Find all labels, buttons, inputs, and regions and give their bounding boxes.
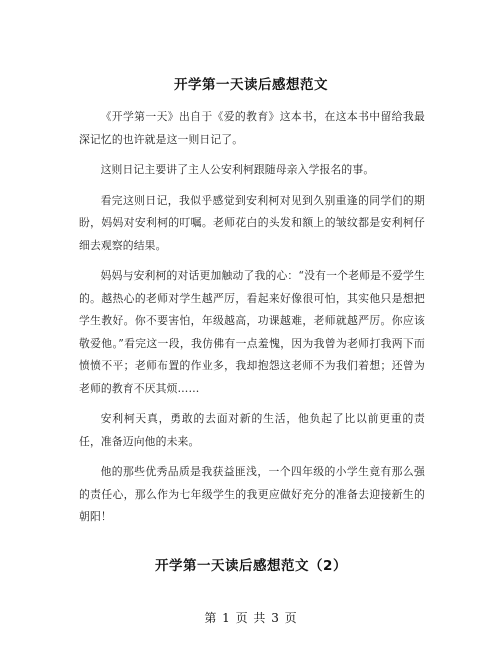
paragraph-2: 这则日记主要讲了主人公安利柯跟随母亲入学报名的事。 — [100, 163, 375, 176]
document-body — [79, 106, 425, 537]
paragraph-3: 看完这则日记，我似乎感觉到安利柯对见到久别重逢的同学们的期盼，妈妈对安利柯的叮嘱。老师花白的头发和额上的皱纹都是安利柯仔细去观察的结果。 — [79, 193, 425, 252]
paragraph-5: 安利柯天真，勇敢的去面对新的生活，他负起了比以前更重的责任，准备迈向他的未来。 — [79, 412, 425, 448]
paragraph-6: 他的那些优秀品质是我获益匪浅，一个四年级的小学生竟有那么强的责任心，那么作为七年级学生的我更应做好充分的准备去迎接新生的朝阳！ — [79, 465, 425, 523]
page-footer: 第 1 页 共 3 页 — [204, 611, 298, 625]
paragraph-4: 妈妈与安利柯的对话更加触动了我的心：“没有一个老师是不爱学生的。越热心的老师对学生越严厉，看起来好像很可怕，其实他只是想把学生教好。你不要害怕，年级越高，功课越难，老师就越严厉。你应该敬爱他。”看完这一段，我仿佛有一点羞愧，因为我曾为老师打我两下而愤愤不平；老师布置的作业多，我却抱怨这老师不为我们着想；还曾为老师的教育不厌其烦…… — [79, 269, 425, 395]
document-title: 开学第一天读后感想范文 — [174, 77, 328, 93]
second-section-title: 开学第一天读后感想范文（2） — [155, 558, 347, 574]
paragraph-1: 《开学第一天》出自于《爱的教育》这本书，在这本书中留给我最深记忆的也许就是这一则日记了。 — [79, 110, 425, 146]
